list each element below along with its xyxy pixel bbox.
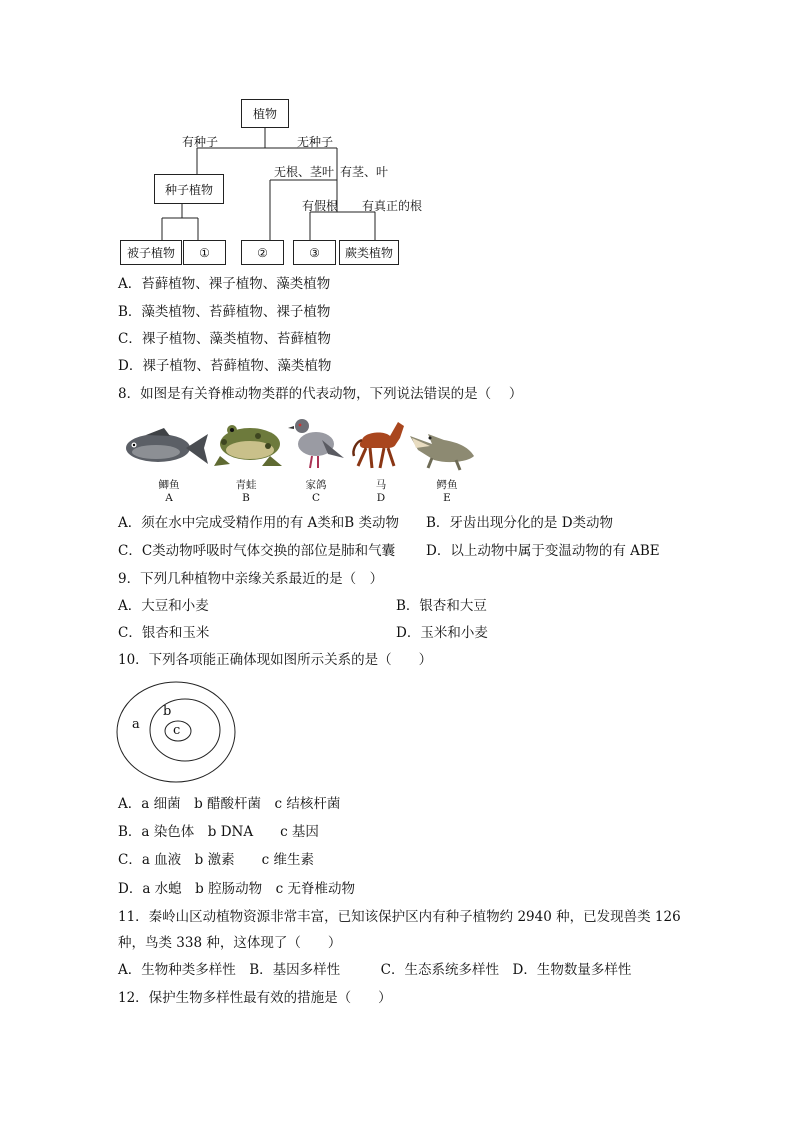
fern-label: 蕨类植物 [344, 246, 393, 260]
q12-stem: 12．保护生物多样性最有效的措施是（ ） [118, 990, 392, 1006]
seed-plants-label: 种子植物 [164, 182, 213, 197]
tree-connectors [0, 0, 794, 280]
slot1-box [183, 240, 226, 265]
animal-name-a: 鲫鱼 [158, 479, 180, 491]
slot1-label: ① [199, 245, 210, 260]
q9-option-d: D．玉米和小麦 [396, 625, 488, 641]
pigeon-icon [288, 414, 346, 470]
frog-icon [210, 420, 286, 470]
q8-stem: 8．如图是有关脊椎动物类群的代表动物，下列说法错误的是（ ） [118, 386, 523, 402]
no-root-stem-label: 无根、茎叶 [274, 165, 335, 179]
circle-label-a: a [132, 717, 140, 732]
angiosperm-label: 被子植物 [126, 246, 175, 260]
crocodile-icon [408, 426, 478, 472]
q7-option-d: D．裸子植物、苔藓植物、藻类植物 [118, 358, 332, 374]
q10-option-a: A．a 细菌 b 醋酸杆菌 c 结核杆菌 [118, 796, 341, 812]
seed-plants-box [154, 174, 224, 204]
q10-stem: 10．下列各项能正确体现如图所示关系的是（ ） [118, 652, 433, 668]
animal-name-d: 马 [375, 479, 387, 491]
slot2-box [241, 240, 284, 265]
q8-option-c: C．C类动物呼吸时气体交换的部位是肺和气囊 [118, 543, 396, 559]
q11-stem-line1: 11．秦岭山区动植物资源非常丰富，已知该保护区内有种子植物约 2940 种，已发现兽类 126 [118, 909, 681, 925]
q7-option-c: C．裸子植物、藻类植物、苔藓植物 [118, 331, 331, 347]
q7-option-a: A．苔藓植物、裸子植物、藻类植物 [118, 276, 331, 292]
q10-option-c: C．a 血液 b 激素 c 维生素 [118, 852, 314, 868]
branch-noseed-label: 无种子 [297, 135, 334, 149]
q8-option-b: B．牙齿出现分化的是 D类动物 [426, 515, 614, 531]
q9-stem: 9．下列几种植物中亲缘关系最近的是（ ） [118, 571, 384, 587]
true-root-label: 有真正的根 [362, 199, 423, 213]
tree-root-box [241, 99, 289, 128]
tree-root-label: 植物 [252, 107, 277, 121]
slot3-box [293, 240, 336, 265]
animal-letter-d: D [376, 492, 386, 504]
false-root-label: 有假根 [302, 199, 339, 213]
animal-letter-b: B [242, 492, 250, 504]
q7-option-b: B．藻类植物、苔藓植物、裸子植物 [118, 304, 331, 320]
animal-letter-e: E [443, 492, 451, 504]
fish-icon [120, 426, 210, 470]
animal-letter-a: A [165, 492, 173, 504]
animal-letter-c: C [311, 492, 321, 504]
q10-option-b: B．a 染色体 b DNA c 基因 [118, 824, 319, 840]
q11-options: A．生物种类多样性 B．基因多样性 C．生态系统多样性 D．生物数量多样性 [118, 962, 632, 978]
q8-option-d: D．以上动物中属于变温动物的有 ABE [426, 543, 660, 559]
animal-name-e: 鳄鱼 [436, 479, 458, 491]
has-stem-leaf-label: 有茎、叶 [340, 165, 389, 179]
slot2-label: ② [257, 245, 268, 260]
q11-stem-line2: 种，鸟类 338 种，这体现了（ ） [118, 935, 342, 951]
circle-label-b: b [163, 704, 172, 719]
animal-name-c: 家鸽 [305, 479, 327, 491]
q10-option-d: D．a 水螅 b 腔肠动物 c 无脊椎动物 [118, 881, 355, 897]
q9-option-a: A．大豆和小麦 [118, 598, 209, 614]
fern-box [339, 240, 399, 265]
q8-option-a: A．须在水中完成受精作用的有 A类和B 类动物 [118, 515, 400, 531]
circle-label-c: c [173, 723, 181, 738]
angiosperm-box [120, 240, 182, 265]
q9-option-b: B．银杏和大豆 [396, 598, 487, 614]
horse-icon [350, 416, 406, 472]
branch-seed-label: 有种子 [182, 135, 219, 149]
animal-name-b: 青蛙 [235, 479, 257, 491]
slot3-label: ③ [309, 245, 320, 260]
q9-option-c: C．银杏和玉米 [118, 625, 210, 641]
